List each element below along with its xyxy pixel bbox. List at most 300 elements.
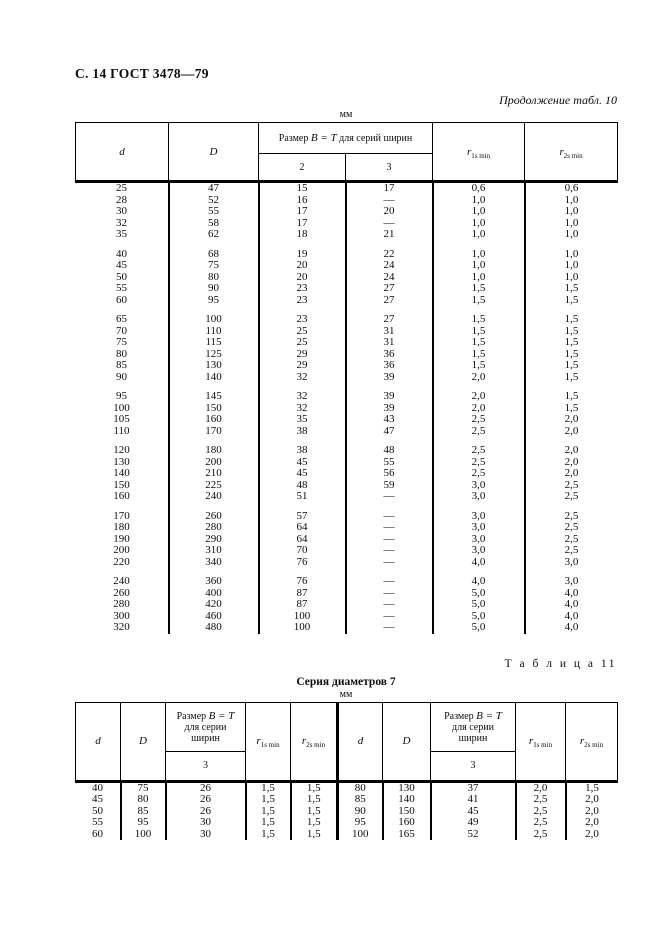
table-cell: 50: [116, 270, 127, 283]
table-cell: 1,5: [291, 781, 338, 794]
table-cell: 87: [259, 599, 346, 611]
table-cell: 39: [346, 383, 433, 403]
table-cell: 80: [169, 272, 259, 284]
table-cell: 32: [259, 383, 346, 403]
table-cell: 170: [113, 509, 130, 522]
table-cell: 3,0: [433, 491, 525, 503]
table-11-body: [76, 781, 618, 840]
table-cell: 3,0: [433, 534, 525, 546]
table-row: [76, 306, 618, 326]
table-cell: 1,0: [525, 229, 618, 241]
table-cell: 80: [116, 347, 127, 360]
table-cell: 160: [169, 414, 259, 426]
table-cell: 29: [259, 349, 346, 361]
table-cell: 27: [346, 283, 433, 295]
table-cell: 20: [259, 260, 346, 272]
table-cell: 1,5: [525, 360, 618, 372]
table-cell: 68: [169, 241, 259, 261]
table-cell: 38: [259, 437, 346, 457]
table-cell: 105: [113, 413, 130, 425]
table-cell: 32: [259, 403, 346, 415]
table-row: [76, 794, 618, 806]
table-cell: 23: [259, 283, 346, 295]
table-cell: 27: [346, 306, 433, 326]
table-row: [76, 545, 618, 557]
table-cell: 3,0: [433, 522, 525, 534]
table-cell: 2,0: [516, 781, 566, 794]
table-cell: 25: [116, 182, 127, 194]
table-row: [76, 426, 618, 438]
table-cell: 17: [259, 218, 346, 230]
table-row: [76, 534, 618, 546]
table-cell: 24: [346, 260, 433, 272]
table-cell: 100: [121, 829, 166, 841]
table-cell: 50: [92, 804, 103, 817]
table-cell: 56: [346, 468, 433, 480]
col-header-d: d: [76, 123, 169, 182]
table-cell: 130: [383, 781, 431, 794]
table-cell: 1,5: [433, 283, 525, 295]
table-cell: 2,5: [525, 545, 618, 557]
table-cell: 3,0: [433, 480, 525, 492]
table-cell: 150: [383, 806, 431, 818]
table-cell: 280: [169, 522, 259, 534]
table-cell: 130: [169, 360, 259, 372]
table-cell: 35: [116, 228, 127, 240]
table-cell: —: [346, 534, 433, 546]
table-cell: 22: [346, 241, 433, 261]
table-row: [76, 480, 618, 492]
table-cell: 220: [113, 555, 130, 568]
table-cell: 40: [116, 247, 127, 260]
table-cell: 140: [169, 372, 259, 384]
table-row: [76, 206, 618, 218]
table-cell: 60: [116, 293, 127, 306]
table-cell: 25: [259, 337, 346, 349]
table-cell: 1,5: [291, 817, 338, 829]
table-cell: —: [346, 522, 433, 534]
table-cell: 1,0: [525, 195, 618, 207]
table-cell: 2,0: [433, 383, 525, 403]
table-cell: 2,5: [516, 817, 566, 829]
table-cell: 26: [166, 781, 246, 794]
table-cell: 32: [116, 216, 127, 229]
table-cell: 43: [346, 414, 433, 426]
table-cell: 3,0: [433, 545, 525, 557]
table-cell: 150: [113, 478, 130, 491]
table-cell: 1,5: [246, 806, 291, 818]
table-row: [76, 383, 618, 403]
col-header-r2s-min: $r_{2s min}$: [525, 123, 618, 182]
table-cell: 2,5: [525, 522, 618, 534]
col-header-size-left: Размер B = T для серии ширин: [166, 702, 246, 751]
table-cell: 59: [346, 480, 433, 492]
table-cell: 18: [259, 229, 346, 241]
table-row: [76, 568, 618, 588]
table-row: [76, 326, 618, 338]
table-cell: 5,0: [433, 599, 525, 611]
table-cell: 1,0: [525, 260, 618, 272]
table-11-header: [76, 702, 618, 781]
table-cell: —: [346, 588, 433, 600]
table-row: [76, 283, 618, 295]
table-cell: 5,0: [433, 588, 525, 600]
table-cell: 290: [169, 534, 259, 546]
table-cell: 20: [259, 272, 346, 284]
table-cell: 30: [116, 205, 127, 217]
table-cell: 16: [259, 195, 346, 207]
col-header-D: D: [169, 123, 259, 182]
table-cell: 38: [259, 426, 346, 438]
table-cell: —: [346, 599, 433, 611]
table-cell: 52: [431, 829, 516, 841]
table-cell: 51: [259, 491, 346, 503]
table-cell: 4,0: [525, 622, 618, 634]
table-cell: 160: [113, 490, 130, 502]
table-cell: 2,5: [433, 414, 525, 426]
table-cell: 100: [338, 829, 383, 841]
table-cell: 4,0: [525, 599, 618, 611]
table-cell: 2,5: [516, 806, 566, 818]
table-cell: 1,0: [433, 272, 525, 284]
table-cell: 4,0: [433, 568, 525, 588]
table-cell: 37: [431, 781, 516, 794]
table-row: [76, 503, 618, 523]
table-cell: 1,5: [433, 306, 525, 326]
table-row: [76, 218, 618, 230]
table-cell: 52: [169, 195, 259, 207]
table-cell: 1,5: [525, 372, 618, 384]
table-cell: 35: [259, 414, 346, 426]
table-cell: 3,0: [433, 503, 525, 523]
table-cell: 5,0: [433, 622, 525, 634]
table-cell: 160: [383, 817, 431, 829]
col-header-D-left: D: [121, 702, 166, 781]
table-cell: 1,0: [525, 272, 618, 284]
table-cell: 1,5: [525, 326, 618, 338]
table-cell: 47: [169, 182, 259, 195]
table-cell: 1,0: [525, 206, 618, 218]
table-cell: 57: [259, 503, 346, 523]
table-cell: 2,0: [525, 414, 618, 426]
table-cell: —: [346, 491, 433, 503]
col-header-r1s-min-left: $r_{1s min}$: [246, 702, 291, 781]
page-header: С. 14 ГОСТ 3478—79: [75, 66, 209, 81]
table-cell: 200: [169, 457, 259, 469]
table-cell: 17: [259, 206, 346, 218]
table-cell: 2,0: [525, 457, 618, 469]
table-cell: 2,0: [525, 437, 618, 457]
table-cell: 23: [259, 295, 346, 307]
table-cell: 45: [116, 259, 127, 271]
table-cell: 100: [113, 401, 130, 414]
table-cell: 41: [431, 794, 516, 806]
table-cell: 80: [121, 794, 166, 806]
col-header-series-2: 2: [259, 154, 346, 182]
table-cell: 1,5: [291, 806, 338, 818]
table-cell: —: [346, 503, 433, 523]
table-cell: 49: [431, 817, 516, 829]
table-cell: 2,0: [525, 468, 618, 480]
table-cell: 87: [259, 588, 346, 600]
table-cell: 115: [169, 337, 259, 349]
table-cell: 4,0: [525, 611, 618, 623]
table-cell: 3,0: [525, 557, 618, 569]
table-cell: 2,5: [433, 457, 525, 469]
table-cell: 2,5: [433, 468, 525, 480]
table-row: [76, 622, 618, 634]
table-cell: 95: [338, 817, 383, 829]
table-cell: 240: [113, 575, 130, 587]
table-cell: —: [346, 218, 433, 230]
table-cell: 2,5: [525, 491, 618, 503]
table-cell: 1,5: [525, 283, 618, 295]
table-cell: 1,0: [525, 218, 618, 230]
table-cell: 300: [113, 609, 130, 622]
table-cell: 2,5: [433, 437, 525, 457]
col-header-d-right: d: [338, 702, 383, 781]
table-cell: 110: [113, 424, 130, 437]
table-cell: 29: [259, 360, 346, 372]
table-cell: 120: [113, 444, 130, 456]
col-header-r1s-min: $r_{1s min}$: [433, 123, 525, 182]
table-cell: 110: [169, 326, 259, 338]
table-cell: 30: [166, 817, 246, 829]
table-cell: 2,0: [433, 403, 525, 415]
table-cell: 4,0: [525, 588, 618, 600]
table-cell: 260: [113, 586, 130, 599]
table-cell: 0,6: [525, 182, 618, 195]
table-cell: 70: [116, 324, 127, 337]
table-cell: 3,0: [525, 568, 618, 588]
table-row: [76, 522, 618, 534]
table-cell: 1,5: [566, 781, 618, 794]
table-cell: 45: [259, 457, 346, 469]
table-cell: 90: [116, 370, 127, 383]
table-cell: 145: [169, 383, 259, 403]
table-row: [76, 491, 618, 503]
table-row: [76, 403, 618, 415]
table-row: [76, 457, 618, 469]
table-cell: 1,5: [291, 829, 338, 841]
table-10-continuation: [75, 122, 618, 634]
col-header-series-3-left: 3: [166, 751, 246, 781]
table-cell: 62: [169, 229, 259, 241]
table-cell: 480: [169, 622, 259, 634]
table-row: [76, 260, 618, 272]
table-cell: 64: [259, 534, 346, 546]
table-cell: 190: [113, 532, 130, 545]
table-continuation-note: Продолжение табл. 10: [499, 93, 617, 107]
table-row: [76, 349, 618, 361]
table-cell: 48: [346, 437, 433, 457]
table-cell: 2,5: [433, 426, 525, 438]
table-cell: 1,5: [246, 794, 291, 806]
table-cell: 180: [113, 521, 130, 533]
table-row: [76, 241, 618, 261]
table-10-header: [76, 123, 618, 182]
table-cell: 2,5: [525, 480, 618, 492]
table-cell: 1,5: [525, 349, 618, 361]
table-cell: 1,0: [433, 206, 525, 218]
table-cell: 85: [116, 359, 127, 371]
table-row: [76, 295, 618, 307]
table-cell: 280: [113, 598, 130, 610]
table-cell: 140: [113, 467, 130, 479]
col-header-D-right: D: [383, 702, 431, 781]
table-cell: 5,0: [433, 611, 525, 623]
table-cell: 75: [116, 336, 127, 348]
table-cell: —: [346, 545, 433, 557]
table-cell: 20: [346, 206, 433, 218]
table-cell: 85: [121, 806, 166, 818]
table-cell: 45: [92, 793, 103, 805]
table-cell: 1,5: [291, 794, 338, 806]
table-cell: 260: [169, 503, 259, 523]
table-cell: 1,5: [525, 295, 618, 307]
table-cell: 1,5: [246, 781, 291, 794]
table-cell: 26: [166, 794, 246, 806]
table-cell: 130: [113, 455, 130, 468]
table-row: [76, 468, 618, 480]
table-cell: 80: [338, 781, 383, 794]
table-cell: 1,5: [433, 295, 525, 307]
table-cell: 1,5: [525, 337, 618, 349]
col-header-series-3-right: 3: [431, 751, 516, 781]
col-header-r1s-min-right: $r_{1s min}$: [516, 702, 566, 781]
table-cell: 85: [338, 794, 383, 806]
table-cell: 1,0: [433, 195, 525, 207]
table-cell: 39: [346, 403, 433, 415]
table-cell: 1,0: [433, 229, 525, 241]
document-page: [75, 0, 617, 840]
table-cell: 31: [346, 337, 433, 349]
table-cell: 1,5: [433, 326, 525, 338]
table-cell: 76: [259, 557, 346, 569]
table-cell: 4,0: [433, 557, 525, 569]
table-row: [76, 414, 618, 426]
table-cell: 2,0: [566, 806, 618, 818]
table-cell: 2,0: [525, 426, 618, 438]
table-row: [76, 229, 618, 241]
units-label-top: мм: [339, 109, 353, 120]
table-cell: 310: [169, 545, 259, 557]
table-cell: 27: [346, 295, 433, 307]
table-cell: 36: [346, 349, 433, 361]
table-cell: 39: [346, 372, 433, 384]
table-cell: 1,5: [433, 360, 525, 372]
table-11: [75, 702, 618, 841]
table-cell: 47: [346, 426, 433, 438]
table-cell: 17: [346, 182, 433, 195]
table-cell: —: [346, 622, 433, 634]
col-header-series-3: 3: [346, 154, 433, 182]
table-cell: 15: [259, 182, 346, 195]
table-cell: 23: [259, 306, 346, 326]
table-cell: 100: [169, 306, 259, 326]
table-cell: 2,0: [566, 817, 618, 829]
table-cell: 2,0: [566, 829, 618, 841]
table-cell: 1,5: [525, 306, 618, 326]
table-cell: 36: [346, 360, 433, 372]
table-cell: 55: [169, 206, 259, 218]
table-cell: 1,5: [525, 403, 618, 415]
table-cell: 90: [338, 806, 383, 818]
table-cell: 150: [169, 403, 259, 415]
table-cell: 70: [259, 545, 346, 557]
table-cell: 1,0: [433, 218, 525, 230]
table-cell: 240: [169, 491, 259, 503]
table-11-title: Серия диаметров 7: [296, 675, 396, 688]
table-cell: —: [346, 611, 433, 623]
table-row: [76, 557, 618, 569]
col-header-d-left: d: [76, 702, 121, 781]
table-row: [76, 599, 618, 611]
table-cell: 460: [169, 611, 259, 623]
table-cell: 1,0: [433, 241, 525, 261]
table-cell: 60: [92, 827, 103, 840]
table-cell: 45: [431, 806, 516, 818]
table-cell: 24: [346, 272, 433, 284]
table-cell: 1,5: [246, 817, 291, 829]
table-cell: 95: [169, 295, 259, 307]
table-row: [76, 360, 618, 372]
table-row: [76, 437, 618, 457]
table-cell: —: [346, 557, 433, 569]
table-10-body: [76, 182, 618, 634]
table-cell: 55: [116, 282, 127, 294]
table-cell: 64: [259, 522, 346, 534]
table-cell: —: [346, 195, 433, 207]
table-cell: 21: [346, 229, 433, 241]
table-cell: 125: [169, 349, 259, 361]
table-cell: 1,5: [433, 349, 525, 361]
table-cell: 32: [259, 372, 346, 384]
table-cell: 1,5: [433, 337, 525, 349]
table-cell: 90: [169, 283, 259, 295]
table-cell: 1,5: [525, 383, 618, 403]
table-cell: 210: [169, 468, 259, 480]
table-cell: 225: [169, 480, 259, 492]
table-cell: 2,5: [516, 829, 566, 841]
table-cell: 26: [166, 806, 246, 818]
table-cell: 100: [259, 611, 346, 623]
table-cell: 320: [113, 621, 130, 633]
table-row: [76, 195, 618, 207]
col-header-size-right: Размер B = T для серии ширин: [431, 702, 516, 751]
units-label-bottom: мм: [339, 688, 353, 700]
table-cell: 2,5: [516, 794, 566, 806]
table-cell: 400: [169, 588, 259, 600]
table-cell: 75: [121, 781, 166, 794]
col-header-size-group: Размер B = T для серий ширин: [259, 123, 433, 154]
table-cell: 2,5: [525, 503, 618, 523]
table-cell: 65: [116, 313, 127, 325]
table-cell: 2,0: [566, 794, 618, 806]
table-cell: 40: [92, 781, 103, 794]
table-cell: 95: [116, 390, 127, 402]
table-cell: 100: [259, 622, 346, 634]
table-cell: 140: [383, 794, 431, 806]
table-row: [76, 817, 618, 829]
col-header-r2s-min-right: $r_{2s min}$: [566, 702, 618, 781]
table-cell: 420: [169, 599, 259, 611]
table-row: [76, 182, 618, 195]
table-cell: 75: [169, 260, 259, 272]
table-cell: 45: [259, 468, 346, 480]
table-cell: 340: [169, 557, 259, 569]
table-cell: 55: [92, 816, 103, 828]
